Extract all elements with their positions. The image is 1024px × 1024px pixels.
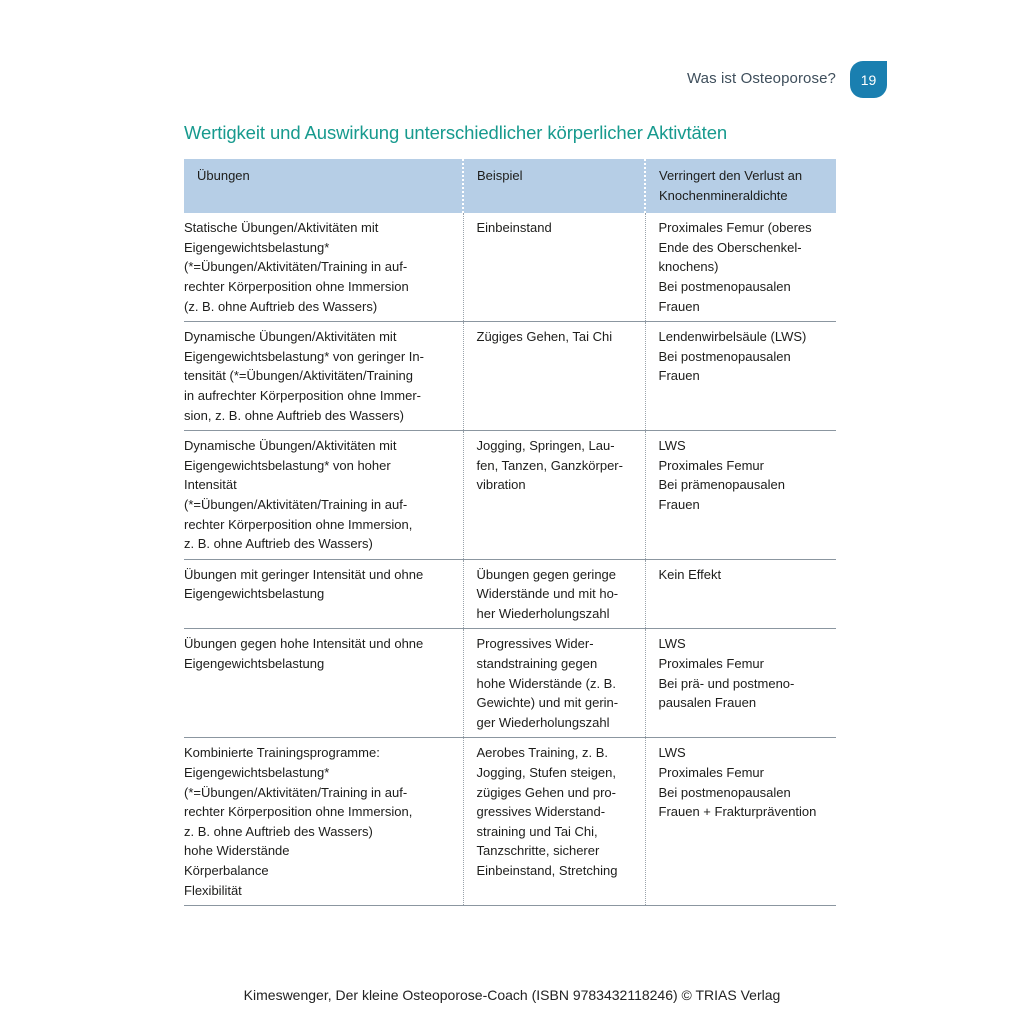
activities-table [184, 159, 836, 906]
cell-beispiel: Aerobes Training, z. B. Jogging, Stufen steigen, zügiges Gehen und pro- gressives Widerstand- straining und Tai Chi, Tanzschritte, sicherer Einbeinstand, Stretching [463, 738, 645, 906]
cell-uebung: Übungen mit geringer Intensität und ohne Eigengewichtsbelastung [184, 559, 463, 629]
cell-wirkung: LWS Proximales Femur Bei prä- und postmeno- pausalen Frauen [645, 629, 836, 738]
cell-uebung: Übungen gegen hohe Intensität und ohne Eigengewichtsbelastung [184, 629, 463, 738]
column-header-knochenmineraldichte: Verringert den Verlust an Knochenmineraldichte [645, 159, 836, 213]
cell-beispiel: Übungen gegen geringe Widerstände und mit ho- her Wiederholungszahl [463, 559, 645, 629]
cell-wirkung: LWS Proximales Femur Bei postmenopausalen Frauen + Frakturprävention [645, 738, 836, 906]
cell-uebung: Kombinierte Trainingsprogramme: Eigengewichtsbelastung* (*=Übungen/Aktivitäten/Training in auf- rechter Körperposition ohne Immersion, z. B. ohne Auftrieb des Wassers) hohe Widerstände Körperbalance Flexibilität [184, 738, 463, 906]
cell-wirkung: LWS Proximales Femur Bei prämenopausalen Frauen [645, 431, 836, 560]
table-row [184, 213, 836, 321]
cell-beispiel: Jogging, Springen, Lau- fen, Tanzen, Ganzkörper- vibration [463, 431, 645, 560]
cell-uebung: Dynamische Übungen/Aktivitäten mit Eigengewichtsbelastung* von geringer In- tensität (*=Übungen/Aktivitäten/Training in aufrechter Körperposition ohne Immer- sion, z. B. ohne Auftrieb des Wassers) [184, 322, 463, 431]
cell-beispiel: Zügiges Gehen, Tai Chi [463, 322, 645, 431]
table-title: Wertigkeit und Auswirkung unterschiedlicher körperlicher Aktivtäten [184, 122, 728, 143]
table-row [184, 431, 836, 560]
table-body [184, 213, 836, 906]
cell-beispiel: Progressives Wider- standstraining gegen hohe Widerstände (z. B. Gewichte) und mit gerin- ger Wiederholungszahl [463, 629, 645, 738]
footer-citation: Kimeswenger, Der kleine Osteoporose-Coach (ISBN 9783432118246) © TRIAS Verlag [243, 987, 781, 1003]
table-row [184, 738, 836, 906]
table-header [184, 159, 836, 213]
page-number-badge [850, 61, 887, 98]
cell-uebung: Statische Übungen/Aktivitäten mit Eigengewichtsbelastung* (*=Übungen/Aktivitäten/Training in auf- rechter Körperposition ohne Immersion (z. B. ohne Auftrieb des Wassers) [184, 213, 463, 321]
page-number: 19 [860, 71, 877, 88]
cell-wirkung: Proximales Femur (oberes Ende des Oberschenkel- knochens) Bei postmenopausalen Frauen [645, 213, 836, 321]
cell-wirkung: Lendenwirbelsäule (LWS) Bei postmenopausalen Frauen [645, 322, 836, 431]
table-row [184, 559, 836, 629]
cell-uebung: Dynamische Übungen/Aktivitäten mit Eigengewichtsbelastung* von hoher Intensität (*=Übungen/Aktivitäten/Training in auf- rechter Körperposition ohne Immersion, z. B. ohne Auftrieb des Wassers) [184, 431, 463, 560]
table-header-row [184, 159, 836, 213]
table-row [184, 629, 836, 738]
cell-beispiel: Einbeinstand [463, 213, 645, 321]
column-header-beispiel: Beispiel [463, 159, 645, 213]
cell-wirkung: Kein Effekt [645, 559, 836, 629]
column-header-uebungen: Übungen [184, 159, 463, 213]
running-head-title: Was ist Osteoporose? [686, 70, 836, 87]
table-row [184, 322, 836, 431]
